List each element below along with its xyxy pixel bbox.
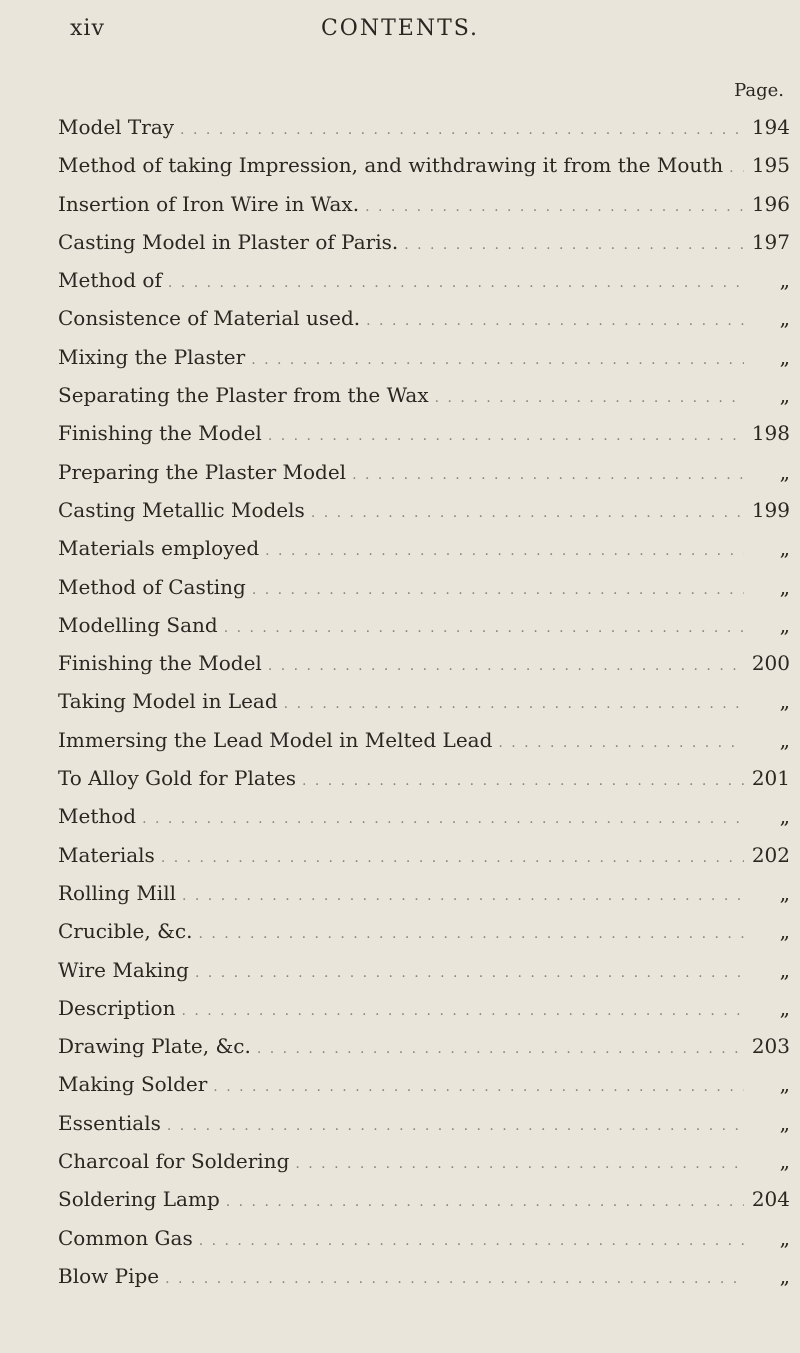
dot-leader bbox=[365, 188, 744, 226]
page-header bbox=[0, 0, 800, 60]
dot-leader bbox=[295, 1145, 744, 1183]
toc-entry bbox=[58, 491, 790, 529]
toc-entry bbox=[58, 1219, 790, 1257]
toc-entry bbox=[58, 185, 790, 223]
toc-entry-page: 198 bbox=[751, 421, 790, 446]
toc-entry-page: „ bbox=[779, 574, 790, 599]
dot-leader bbox=[168, 264, 744, 302]
toc-entry-page: „ bbox=[779, 306, 790, 331]
running-title: CONTENTS. bbox=[320, 16, 480, 41]
toc-entry-page: „ bbox=[779, 383, 790, 408]
toc-entry-page: „ bbox=[779, 536, 790, 561]
dot-leader bbox=[198, 915, 744, 953]
toc-entry-title: Essentials bbox=[58, 1110, 161, 1135]
dot-leader bbox=[284, 685, 744, 723]
toc-entry-title: Method bbox=[58, 804, 137, 829]
toc-entry-title: Taking Model in Lead bbox=[58, 689, 278, 714]
toc-entry bbox=[58, 529, 790, 567]
dot-leader bbox=[302, 762, 744, 800]
toc-entry bbox=[58, 951, 790, 989]
toc-entry-page: „ bbox=[779, 919, 790, 944]
toc-entry-title: Casting Model in Plaster of Paris. bbox=[58, 229, 399, 254]
toc-entry-title: Casting Metallic Models bbox=[58, 497, 305, 522]
toc-entry-page: „ bbox=[779, 880, 790, 905]
toc-entry bbox=[58, 836, 790, 874]
dot-leader bbox=[268, 647, 744, 685]
dot-leader bbox=[252, 571, 744, 609]
dot-leader bbox=[257, 1030, 744, 1068]
toc-entry-title: Immersing the Lead Model in Melted Lead bbox=[58, 727, 493, 752]
dot-leader bbox=[180, 111, 744, 149]
toc-entry-page: 199 bbox=[751, 497, 790, 522]
toc-entry-title: Method of bbox=[58, 268, 162, 293]
dot-leader bbox=[199, 1222, 744, 1260]
toc-entry-title: Making Solder bbox=[58, 1072, 208, 1097]
dot-leader bbox=[226, 1183, 744, 1221]
toc-entry bbox=[58, 338, 790, 376]
toc-entry-title: Wire Making bbox=[58, 957, 189, 982]
dot-leader bbox=[161, 839, 744, 877]
toc-entry-title: Charcoal for Soldering bbox=[58, 1149, 290, 1174]
dot-leader bbox=[366, 302, 744, 340]
toc-entry-page: „ bbox=[779, 268, 790, 293]
toc-entry-page: 196 bbox=[751, 191, 790, 216]
dot-leader bbox=[167, 1107, 744, 1145]
toc-entry-title: Rolling Mill bbox=[58, 880, 176, 905]
toc-entry bbox=[58, 1257, 790, 1295]
toc-entry-page: „ bbox=[779, 344, 790, 369]
toc-entry-page: 203 bbox=[751, 1034, 790, 1059]
toc-entry bbox=[58, 414, 790, 452]
toc-entry-page: 197 bbox=[751, 229, 790, 254]
toc-entry-title: Soldering Lamp bbox=[58, 1187, 220, 1212]
toc-entry-title: To Alloy Gold for Plates bbox=[58, 766, 296, 791]
toc-entry-title: Model Tray bbox=[58, 115, 175, 139]
toc-entry bbox=[58, 1065, 790, 1103]
toc-entry-page: „ bbox=[779, 1110, 790, 1135]
toc-entry bbox=[58, 989, 790, 1027]
toc-entry bbox=[58, 108, 790, 146]
toc-entry-title: Description bbox=[58, 995, 176, 1020]
toc-entry-title: Crucible, &c. bbox=[58, 919, 193, 944]
toc-entry-title: Common Gas bbox=[58, 1225, 193, 1250]
dot-leader bbox=[165, 1260, 744, 1298]
toc-entry bbox=[58, 721, 790, 759]
toc-entry-title: Materials employed bbox=[58, 536, 260, 561]
toc-entry-page: „ bbox=[779, 995, 790, 1020]
toc-entry bbox=[58, 568, 790, 606]
toc-entry bbox=[58, 299, 790, 337]
toc-entry bbox=[58, 261, 790, 299]
toc-entry bbox=[58, 453, 790, 491]
toc-entry-page: 200 bbox=[751, 651, 790, 676]
toc-entry-page: 202 bbox=[751, 842, 790, 867]
dot-leader bbox=[268, 417, 744, 455]
dot-leader bbox=[404, 226, 744, 264]
toc-entry bbox=[58, 644, 790, 682]
page-number: xiv bbox=[70, 16, 105, 41]
toc-entry-page: 201 bbox=[751, 766, 790, 791]
toc-entry bbox=[58, 606, 790, 644]
toc-entry-page: „ bbox=[779, 459, 790, 484]
toc-entry-page: 194 bbox=[751, 115, 790, 139]
toc-entry-title: Materials bbox=[58, 842, 155, 867]
toc-entry bbox=[58, 1142, 790, 1180]
toc-entry bbox=[58, 797, 790, 835]
toc-entry-title: Preparing the Plaster Model bbox=[58, 459, 347, 484]
toc-entry-page: „ bbox=[779, 612, 790, 637]
toc-entry bbox=[58, 1027, 790, 1065]
toc-entry bbox=[58, 223, 790, 261]
toc-entry-page: „ bbox=[779, 727, 790, 752]
toc-entry-page: „ bbox=[779, 1149, 790, 1174]
dot-leader bbox=[311, 494, 744, 532]
table-of-contents bbox=[58, 108, 790, 1295]
toc-entry bbox=[58, 1104, 790, 1142]
toc-entry-title: Finishing the Model bbox=[58, 421, 262, 446]
dot-leader bbox=[195, 954, 744, 992]
toc-entry-title: Drawing Plate, &c. bbox=[58, 1034, 251, 1059]
toc-entry-page: 204 bbox=[751, 1187, 790, 1212]
dot-leader bbox=[435, 379, 744, 417]
toc-entry-page: 195 bbox=[751, 153, 790, 178]
dot-leader bbox=[251, 341, 744, 379]
toc-entry-title: Consistence of Material used. bbox=[58, 306, 361, 331]
toc-entry-title: Insertion of Iron Wire in Wax. bbox=[58, 191, 360, 216]
dot-leader bbox=[265, 532, 744, 570]
toc-entry bbox=[58, 146, 790, 184]
toc-entry-title: Modelling Sand bbox=[58, 612, 218, 637]
dot-leader bbox=[213, 1068, 744, 1106]
dot-leader bbox=[181, 992, 744, 1030]
toc-entry-title: Separating the Plaster from the Wax bbox=[58, 383, 429, 408]
toc-entry-page: „ bbox=[779, 1072, 790, 1097]
dot-leader bbox=[182, 877, 744, 915]
toc-entry-page: „ bbox=[779, 1263, 790, 1288]
dot-leader bbox=[352, 456, 744, 494]
toc-entry-page: „ bbox=[779, 804, 790, 829]
toc-entry-title: Mixing the Plaster bbox=[58, 344, 246, 369]
dot-leader bbox=[224, 609, 744, 647]
toc-entry bbox=[58, 682, 790, 720]
toc-entry bbox=[58, 376, 790, 414]
toc-entry-title: Method of taking Impression, and withdrawing it from the Mouth bbox=[58, 153, 724, 178]
toc-entry-title: Blow Pipe bbox=[58, 1263, 160, 1288]
toc-entry-title: Method of Casting bbox=[58, 574, 246, 599]
toc-entry bbox=[58, 912, 790, 950]
dot-leader bbox=[142, 800, 744, 838]
toc-entry-page: „ bbox=[779, 689, 790, 714]
toc-entry bbox=[58, 874, 790, 912]
toc-entry-page: „ bbox=[779, 1225, 790, 1250]
toc-entry-title: Finishing the Model bbox=[58, 651, 262, 676]
dot-leader bbox=[729, 149, 744, 187]
dot-leader bbox=[498, 724, 744, 762]
toc-entry bbox=[58, 759, 790, 797]
toc-entry-page: „ bbox=[779, 957, 790, 982]
page-column-heading: Page. bbox=[734, 80, 784, 101]
toc-entry bbox=[58, 1180, 790, 1218]
